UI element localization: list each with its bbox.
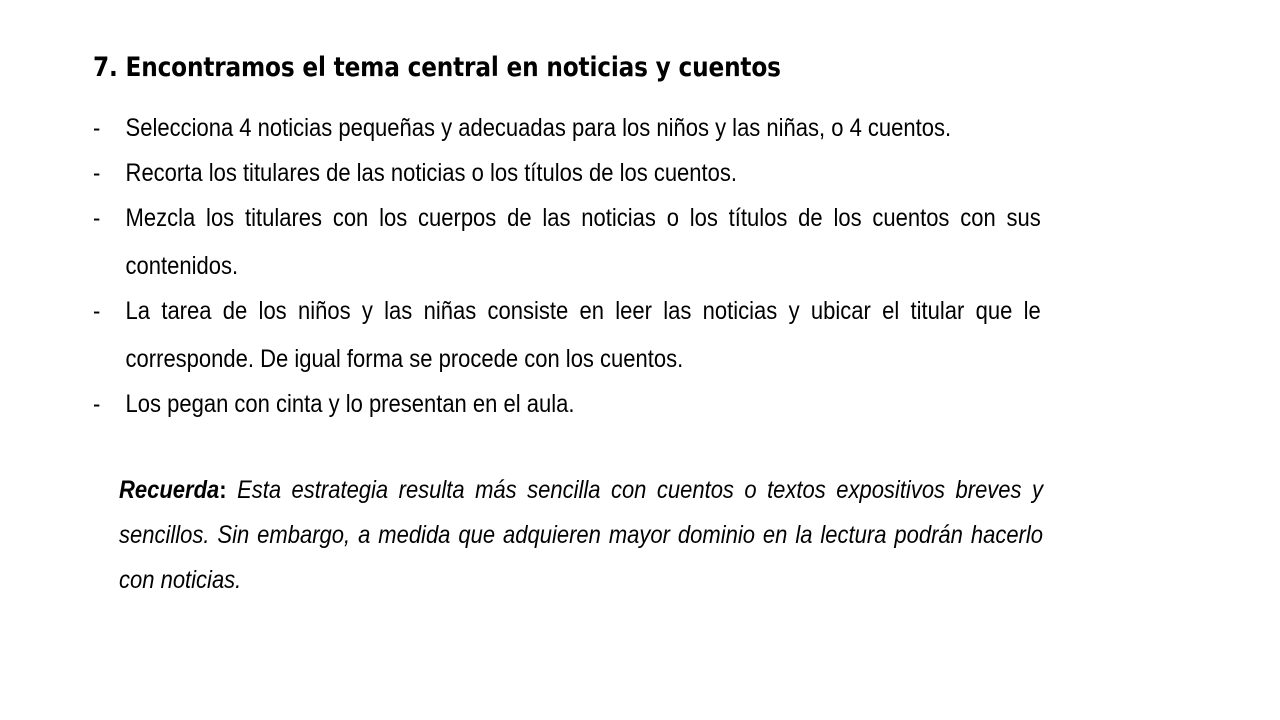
list-item (93, 149, 1041, 197)
list-item-text: Mezcla los titulares con los cuerpos de las noticias o los títulos de los cuentos con sus contenidos. (125, 204, 1041, 280)
list-item (93, 287, 1041, 383)
instruction-list (93, 104, 1043, 425)
list-item-text: Recorta los titulares de las noticias o los títulos de los cuentos. (125, 159, 737, 187)
list-item-text: Selecciona 4 noticias pequeñas y adecuadas para los niños y las niñas, o 4 cuentos. (125, 114, 952, 142)
bullet-dash: - (93, 390, 101, 418)
reminder-label (119, 476, 227, 504)
reminder-label-text: Recuerda (119, 476, 220, 504)
section-heading: 7. Encontramos el tema central en noticias y cuentos (93, 52, 781, 83)
bullet-dash: - (93, 159, 101, 187)
reminder-note (119, 468, 1043, 603)
bullet-dash: - (93, 297, 101, 325)
reminder-separator: : (219, 476, 227, 504)
list-item (93, 380, 1041, 428)
list-item-text: La tarea de los niños y las niñas consiste en leer las noticias y ubicar el titular que le corresponde. De igual forma se procede con los cuentos. (125, 297, 1041, 373)
bullet-dash: - (93, 204, 101, 232)
list-item (93, 104, 1041, 152)
bullet-dash: - (93, 114, 101, 142)
reminder-text: Esta estrategia resulta más sencilla con cuentos o textos expositivos breves y sencillos. Sin embargo, a medida que adquieren mayor dominio en la lectura podrán hacerlo con noticias. (119, 476, 1044, 594)
list-item (93, 194, 1041, 290)
list-item-text: Los pegan con cinta y lo presentan en el aula. (125, 390, 575, 418)
